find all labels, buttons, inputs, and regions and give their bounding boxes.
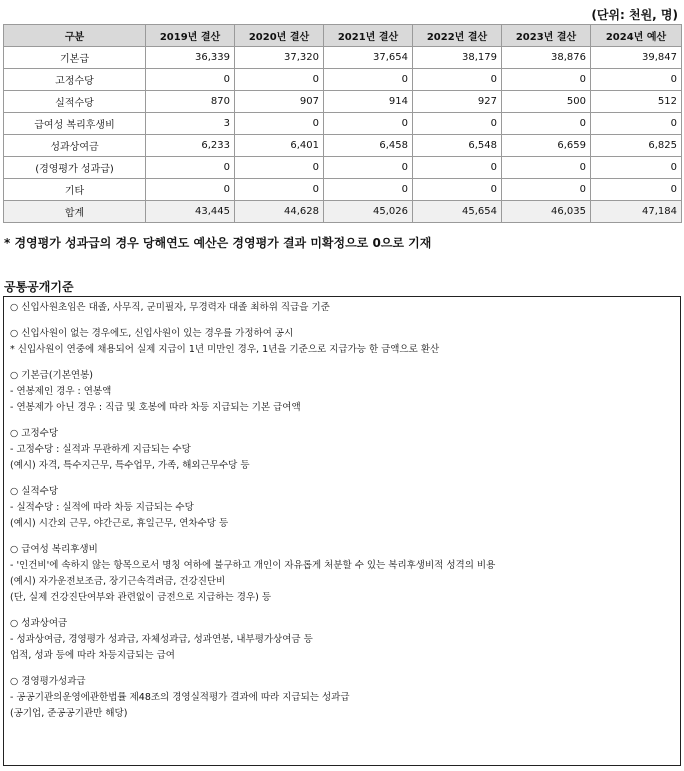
table-cell: 36,339 — [146, 47, 235, 69]
block-spacer — [10, 358, 674, 368]
row-label: (경영평가 성과급) — [4, 157, 146, 179]
table-cell: 0 — [413, 157, 502, 179]
criteria-line: * 신입사원이 연중에 채용되어 실제 지급이 1년 미만인 경우, 1년을 기준으로 지급가능 한 금액으로 환산 — [10, 344, 440, 355]
table-cell: 44,628 — [235, 201, 324, 223]
table-cell: 0 — [146, 69, 235, 91]
table-cell: 500 — [502, 91, 591, 113]
table-cell: 6,548 — [413, 135, 502, 157]
table-cell: 0 — [146, 157, 235, 179]
table-cell: 37,320 — [235, 47, 324, 69]
criteria-box — [3, 296, 681, 766]
table-cell: 0 — [146, 179, 235, 201]
criteria-line: (공기업, 준공공기관만 해당) — [10, 708, 128, 719]
table-cell: 6,458 — [324, 135, 413, 157]
table-cell: 927 — [413, 91, 502, 113]
table-cell: 45,026 — [324, 201, 413, 223]
table-cell: 0 — [413, 113, 502, 135]
row-label: 합계 — [4, 201, 146, 223]
criteria-line: - '인건비'에 속하지 않는 항목으로서 명칭 여하에 불구하고 개인이 자유롭게 처분할 수 있는 복리후생비적 성격의 비용 — [10, 560, 496, 571]
table-cell: 0 — [502, 69, 591, 91]
criteria-line: (단, 실제 건강진단여부와 관련없이 금전으로 지급하는 경우) 등 — [10, 592, 271, 603]
criteria-line: - 고정수당 : 실적과 무관하게 지급되는 수당 — [10, 444, 191, 455]
table-cell: 38,179 — [413, 47, 502, 69]
table-cell: 0 — [324, 157, 413, 179]
block-spacer — [10, 664, 674, 674]
criteria-heading: ○ 급여성 복리후생비 — [10, 544, 98, 555]
header-category: 구분 — [4, 25, 146, 47]
table-cell: 0 — [324, 113, 413, 135]
table-row — [4, 91, 682, 113]
table-cell: 0 — [502, 179, 591, 201]
table-cell: 0 — [502, 113, 591, 135]
table-row — [4, 47, 682, 69]
unit-label: (단위: 천원, 명) — [591, 8, 678, 22]
table-row — [4, 179, 682, 201]
row-label: 성과상여금 — [4, 135, 146, 157]
table-cell: 870 — [146, 91, 235, 113]
footnote: * 경영평가 성과급의 경우 당해연도 예산은 경영평가 결과 미확정으로 0으로 기재 — [4, 236, 432, 250]
table-cell: 3 — [146, 113, 235, 135]
table-cell: 0 — [324, 179, 413, 201]
table-cell: 6,233 — [146, 135, 235, 157]
criteria-heading: ○ 성과상여금 — [10, 618, 68, 629]
table-row — [4, 113, 682, 135]
criteria-line: - 공공기관의운영에관한법률 제48조의 경영실적평가 결과에 따라 지급되는 성과급 — [10, 692, 350, 703]
table-cell: 907 — [235, 91, 324, 113]
block-spacer — [10, 416, 674, 426]
table-row — [4, 135, 682, 157]
row-label: 실적수당 — [4, 91, 146, 113]
criteria-line: (예시) 자격, 특수지근무, 특수업무, 가족, 해외근무수당 등 — [10, 460, 250, 471]
table-cell: 0 — [235, 69, 324, 91]
row-label: 고정수당 — [4, 69, 146, 91]
header-2021: 2021년 결산 — [324, 25, 413, 47]
table-cell: 45,654 — [413, 201, 502, 223]
block-spacer — [10, 474, 674, 484]
criteria-line: - 연봉제가 아닌 경우 : 직급 및 호봉에 따라 차등 지급되는 기본 급여액 — [10, 402, 301, 413]
header-2020: 2020년 결산 — [235, 25, 324, 47]
table-cell: 0 — [502, 157, 591, 179]
salary-table — [3, 24, 682, 223]
header-2023: 2023년 결산 — [502, 25, 591, 47]
criteria-line: - 실적수당 : 실적에 따라 차등 지급되는 수당 — [10, 502, 194, 513]
table-cell: 0 — [413, 69, 502, 91]
table-cell: 0 — [413, 179, 502, 201]
table-cell: 0 — [591, 157, 682, 179]
table-cell: 0 — [324, 69, 413, 91]
section-title: 공통공개기준 — [4, 280, 74, 294]
criteria-heading: ○ 고정수당 — [10, 428, 59, 439]
criteria-heading: ○ 신입사원이 없는 경우에도, 신입사원이 있는 경우를 가정하여 공시 — [10, 328, 294, 339]
row-label: 기본급 — [4, 47, 146, 69]
criteria-line: (예시) 자가운전보조금, 장기근속격려금, 건강진단비 — [10, 576, 226, 587]
table-cell: 0 — [235, 179, 324, 201]
table-cell: 0 — [235, 157, 324, 179]
table-row — [4, 69, 682, 91]
table-cell: 37,654 — [324, 47, 413, 69]
header-2019: 2019년 결산 — [146, 25, 235, 47]
table-row — [4, 201, 682, 223]
table-cell: 43,445 — [146, 201, 235, 223]
criteria-heading: ○ 기본급(기본연봉) — [10, 370, 93, 381]
table-header-row — [4, 25, 682, 47]
table-cell: 47,184 — [591, 201, 682, 223]
row-label: 기타 — [4, 179, 146, 201]
table-cell: 914 — [324, 91, 413, 113]
block-spacer — [10, 606, 674, 616]
header-2022: 2022년 결산 — [413, 25, 502, 47]
block-spacer — [10, 316, 674, 326]
criteria-line: (예시) 시간외 근무, 야간근로, 휴일근무, 연차수당 등 — [10, 518, 229, 529]
table-cell: 512 — [591, 91, 682, 113]
table-cell: 0 — [235, 113, 324, 135]
table-cell: 0 — [591, 113, 682, 135]
criteria-heading: ○ 경영평가성과급 — [10, 676, 86, 687]
table-cell: 39,847 — [591, 47, 682, 69]
header-2024: 2024년 예산 — [591, 25, 682, 47]
table-cell: 0 — [591, 69, 682, 91]
table-cell: 46,035 — [502, 201, 591, 223]
table-row — [4, 157, 682, 179]
table-body — [4, 47, 682, 223]
table-cell: 0 — [591, 179, 682, 201]
table-cell: 6,401 — [235, 135, 324, 157]
table-cell: 6,659 — [502, 135, 591, 157]
criteria-line: 업적, 성과 등에 따라 차등지급되는 급여 — [10, 650, 175, 661]
table-cell: 38,876 — [502, 47, 591, 69]
block-spacer — [10, 532, 674, 542]
criteria-heading: ○ 신입사원초임은 대졸, 사무직, 군미필자, 무경력자 대졸 최하위 직급을 기준 — [10, 302, 330, 313]
table-cell: 6,825 — [591, 135, 682, 157]
row-label: 급여성 복리후생비 — [4, 113, 146, 135]
criteria-line: - 성과상여금, 경영평가 성과급, 자체성과급, 성과연봉, 내부평가상여금 등 — [10, 634, 313, 645]
criteria-heading: ○ 실적수당 — [10, 486, 59, 497]
criteria-line: - 연봉제인 경우 : 연봉액 — [10, 386, 112, 397]
